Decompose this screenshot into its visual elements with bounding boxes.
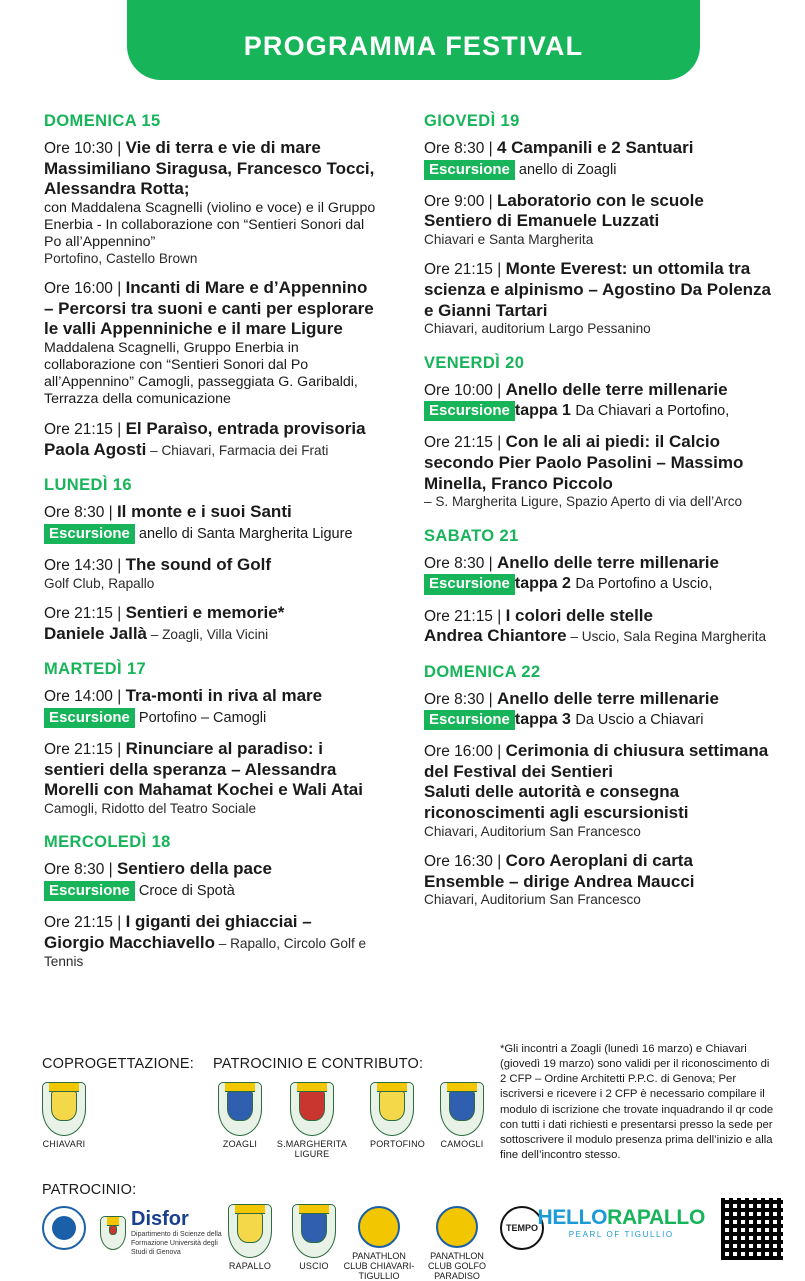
event-headline: [44, 502, 376, 523]
hello-a: HELLO: [537, 1206, 608, 1229]
program-columns: [0, 112, 805, 983]
event-subtitle: Saluti delle autorità e consegna riconoscimenti agli escursionisti: [424, 782, 689, 823]
event-title: Anello delle terre millenarie: [496, 688, 719, 708]
page-title: PROGRAMMA FESTIVAL: [243, 31, 584, 61]
event-separator: |: [112, 421, 126, 439]
logo-caption: RAPALLO: [228, 1261, 272, 1271]
event-badge-row: [424, 401, 774, 421]
program-event: [44, 138, 376, 267]
event-venue: Camogli, Ridotto del Teatro Sociale: [44, 800, 257, 816]
day-heading: VENERDÌ 20: [424, 353, 525, 372]
header-banner: [127, 0, 700, 80]
logo-parco-portofino: [42, 1206, 86, 1250]
event-time: Ore 8:30: [44, 504, 105, 522]
program-event: [44, 278, 376, 408]
event-detail: con Maddalena Scagnelli (violino e voce) e il Gruppo Enerbia - In collaborazione con “Sentieri Sonori dal Po all’Appennino”: [44, 199, 376, 250]
program-event: [44, 912, 376, 972]
day-heading: MARTEDÌ 17: [44, 660, 147, 679]
day-heading: DOMENICA 22: [424, 662, 541, 681]
event-separator: |: [492, 743, 506, 761]
event-separator: |: [104, 861, 117, 879]
event-time: Ore 8:30: [44, 861, 105, 879]
event-time: Ore 8:30: [424, 554, 485, 572]
event-separator: |: [484, 140, 497, 157]
event-headline: [424, 138, 774, 159]
event-title: Anello delle terre millenarie: [505, 379, 728, 399]
logo-uscio: [292, 1204, 336, 1271]
program-event: [44, 686, 376, 728]
logo-caption: USCIO: [299, 1261, 329, 1271]
day-heading: SABATO 21: [424, 526, 519, 545]
event-separator: |: [112, 605, 126, 623]
event-separator: |: [112, 280, 126, 298]
event-headline: [44, 859, 376, 880]
day-heading: LUNEDÌ 16: [44, 476, 132, 495]
event-venue: Chiavari e Santa Margherita: [424, 231, 594, 247]
event-time: Ore 10:30: [44, 140, 113, 157]
event-time: Ore 21:15: [44, 605, 113, 623]
event-separator: |: [492, 381, 506, 399]
event-time: Ore 14:00: [44, 688, 113, 706]
event-separator: |: [484, 192, 497, 210]
event-headline: [424, 553, 774, 574]
program-column-left: [0, 112, 402, 983]
event-headline: [424, 689, 774, 710]
event-time: Ore 21:15: [44, 914, 113, 931]
disfor-title: Disfor: [131, 1208, 189, 1230]
logo-santa-margherita: [276, 1082, 357, 1159]
day-heading: DOMENICA 15: [44, 112, 161, 130]
event-title: Monte Everest: un ottomila tra scienza e alpinismo – Agostino Da Polenza e Gianni Tartari: [424, 259, 772, 320]
event-badge-row: [44, 708, 376, 728]
event-time: Ore 21:15: [424, 607, 493, 625]
program-event: [44, 859, 376, 901]
event-venue-inline: – Chiavari, Farmacia dei Frati: [146, 442, 329, 458]
event-title: Cerimonia di chiusura settimana del Festival dei Sentieri: [424, 741, 769, 781]
coprogettazione-label: COPROGETTAZIONE:: [42, 1056, 194, 1072]
tempo-label: TEMPO: [500, 1206, 544, 1250]
event-venue-inline: – Uscio, Sala Regina Margherita: [566, 629, 767, 645]
event-headline: [44, 138, 376, 200]
event-title: The sound of Golf: [125, 554, 271, 574]
event-subtitle: Andrea Chiantore: [424, 626, 567, 646]
event-separator: |: [112, 914, 126, 931]
day-heading: MERCOLEDÌ 18: [44, 833, 171, 852]
event-badge-note: Da Chiavari a Portofino,: [575, 403, 730, 420]
program-event: [424, 606, 774, 647]
event-title: Anello delle terre millenarie: [496, 552, 719, 572]
patrocinio-label: PATROCINIO:: [42, 1182, 137, 1198]
event-badge-note: anello di Zoagli: [514, 161, 617, 178]
logo-caption: PORTOFINO: [370, 1139, 425, 1149]
event-separator: |: [112, 556, 126, 574]
event-badge-note-bold: tappa 1: [514, 402, 571, 420]
event-title: Con le ali ai piedi: il Calcio secondo Pier Paolo Pasolini – Massimo Minella, Franco Piccolo: [424, 432, 744, 493]
escursione-badge: Escursione: [424, 160, 515, 180]
event-separator: |: [112, 688, 126, 706]
event-badge-note: anello di Santa Margherita Ligure: [134, 525, 353, 542]
event-headline: [44, 739, 376, 801]
footer: [0, 1030, 805, 1280]
program-event: [44, 555, 376, 592]
event-separator: |: [492, 434, 506, 452]
event-time: Ore 21:15: [424, 434, 493, 452]
logo-caption: CAMOGLI: [440, 1139, 484, 1149]
patrocinio-contributo-label: PATROCINIO E CONTRIBUTO:: [213, 1056, 424, 1072]
event-separator: |: [484, 690, 497, 708]
logo-panathlon-chiavari: [343, 1206, 416, 1281]
event-separator: |: [112, 140, 126, 157]
event-time: Ore 21:15: [424, 261, 493, 279]
disfor-subtitle: Dipartimento di Scienze della Formazione Università degli Studi di Genova: [131, 1231, 222, 1256]
event-separator: |: [492, 853, 506, 871]
event-headline: [44, 419, 376, 460]
event-venue: Chiavari, Auditorium San Francesco: [424, 892, 641, 908]
event-badge-note-bold: tappa 3: [514, 711, 571, 729]
program-event: [424, 553, 774, 595]
event-venue: Golf Club, Rapallo: [44, 575, 155, 591]
program-event: [424, 259, 774, 337]
event-venue: Portofino, Castello Brown: [44, 250, 198, 266]
event-title: Tra-monti in riva al mare: [125, 686, 323, 706]
event-headline: [424, 259, 774, 321]
hello-sub: PEARL OF TIGULLIO: [568, 1230, 674, 1239]
event-headline: [44, 912, 376, 972]
event-badge-row: [44, 881, 376, 901]
event-time: Ore 10:00: [424, 381, 493, 399]
program-event: [44, 603, 376, 644]
event-venue: Chiavari, Auditorium San Francesco: [424, 823, 641, 839]
event-headline: [424, 380, 774, 401]
event-title: El Paraìso, entrada provisoria: [125, 419, 366, 439]
qr-code[interactable]: [721, 1198, 783, 1260]
event-subtitle: Paola Agosti: [44, 439, 147, 459]
event-title: Sentiero della pace: [116, 859, 272, 879]
event-title: Sentieri e memorie*: [125, 603, 285, 623]
logo-caption: PANATHLON CLUB CHIAVARI-TIGULLIO: [343, 1251, 415, 1281]
event-title: 4 Campanili e 2 Santuari: [496, 138, 694, 157]
event-title: Coro Aeroplani di carta Ensemble – dirige Andrea Maucci: [424, 851, 695, 891]
event-title: Incanti di Mare e d’Appennino – Percorsi tra suoni e canti per esplorare le valli Appenniniche e il mare Ligure: [44, 278, 374, 339]
program-event: [424, 138, 774, 180]
logo-caption: S.MARGHERITA LIGURE: [276, 1139, 348, 1159]
event-headline: [424, 851, 774, 892]
event-subtitle: Daniele Jallà: [44, 623, 148, 643]
event-badge-row: [424, 160, 774, 180]
program-event: [424, 380, 774, 422]
logo-zoagli: [218, 1082, 262, 1149]
escursione-badge: Escursione: [44, 524, 135, 544]
event-subtitle: Massimiliano Siragusa, Francesco Tocci, Alessandra Rotta;: [44, 158, 375, 199]
logo-panathlon-golfo: [427, 1206, 494, 1281]
program-event: [44, 419, 376, 460]
event-headline: [424, 606, 774, 647]
program-column-right: [402, 112, 804, 983]
escursione-badge: Escursione: [424, 401, 515, 421]
program-event: [44, 502, 376, 544]
footer-note: *Gli incontri a Zoagli (lunedì 16 marzo) e Chiavari (giovedì 19 marzo) sono validi per il riconoscimento di 2 CFP – Ordine Architetti P.P.C. di Genova; Per iscriversi e ricevere i 2 CFP è necessario compilare il modulo di iscrizione che trovate inquadrando il qr code con tutti i dati richiesti e presentarsi presso la sede per sottoscrivere il modulo presenza prima dell’inizio e alla fine dell’incontro stesso.: [500, 1043, 774, 1161]
program-event: [424, 689, 774, 731]
logo-portofino: [370, 1082, 425, 1149]
logo-rapallo: [228, 1204, 272, 1271]
program-event: [44, 739, 376, 817]
event-title: Rinunciare al paradiso: i sentieri della speranza – Alessandra Morelli con Mahamat Kochei e Wali Atai: [44, 738, 363, 800]
logo-caption: CHIAVARI: [42, 1139, 86, 1149]
event-badge-row: [424, 574, 774, 594]
event-time: Ore 16:30: [424, 853, 493, 871]
program-event: [424, 191, 774, 249]
event-venue-inline: – Rapallo, Circolo Golf e Tennis: [44, 935, 367, 970]
event-title: Il monte e i suoi Santi: [116, 502, 292, 522]
event-time: Ore 8:30: [424, 140, 485, 157]
event-separator: |: [112, 740, 126, 758]
event-separator: |: [492, 607, 506, 625]
event-title: Vie di terra e vie di mare: [125, 138, 321, 157]
event-headline: [44, 686, 376, 707]
event-separator: |: [104, 504, 117, 522]
event-venue: Chiavari, auditorium Largo Pessanino: [424, 321, 651, 337]
event-title: Laboratorio con le scuole Sentiero di Emanuele Luzzati: [424, 190, 704, 231]
event-title: I giganti dei ghiacciai – Giorgio Macchiavello: [44, 912, 312, 952]
logo-caption: ZOAGLI: [222, 1139, 258, 1149]
event-badge-note: Da Portofino a Uscio,: [575, 576, 713, 593]
event-headline: [44, 278, 376, 340]
day-heading: GIOVEDÌ 19: [424, 112, 520, 130]
program-event: [424, 851, 774, 909]
escursione-badge: Escursione: [44, 708, 135, 728]
event-badge-note: Da Uscio a Chiavari: [575, 712, 704, 729]
escursione-badge: Escursione: [44, 881, 135, 901]
event-headline: [44, 555, 376, 576]
event-separator: |: [484, 554, 497, 572]
event-badge-row: [424, 710, 774, 730]
event-headline: [424, 741, 774, 823]
event-time: Ore 8:30: [424, 690, 485, 708]
event-time: Ore 21:15: [44, 421, 113, 439]
event-time: Ore 9:00: [424, 192, 485, 210]
event-title: I colori delle stelle: [505, 605, 653, 625]
event-detail: Maddalena Scagnelli, Gruppo Enerbia in collaborazione con “Sentieri Sonori dal Po all’Appennino” Camogli, passeggiata G. Garibaldi, Terrazza della comunicazione: [44, 339, 358, 408]
logo-hello-rapallo: [537, 1206, 705, 1239]
event-time: Ore 16:00: [44, 280, 113, 298]
program-event: [424, 741, 774, 840]
logo-caption: PANATHLON CLUB GOLFO PARADISO: [427, 1251, 486, 1281]
event-badge-note: Portofino – Camogli: [134, 709, 267, 726]
event-time: Ore 16:00: [424, 743, 493, 761]
event-venue-inline: – Zoagli, Villa Vicini: [147, 626, 269, 642]
event-badge-row: [44, 524, 376, 544]
escursione-badge: Escursione: [424, 574, 515, 594]
event-separator: |: [492, 261, 506, 279]
event-headline: [424, 191, 774, 232]
event-headline: [44, 603, 376, 644]
program-event: [424, 432, 774, 510]
logo-disfor: [100, 1208, 227, 1257]
logo-chiavari: [42, 1082, 86, 1149]
logo-camogli: [440, 1082, 484, 1149]
event-badge-note: Croce di Spotà: [134, 882, 235, 899]
escursione-badge: Escursione: [424, 710, 515, 730]
event-time: Ore 21:15: [44, 740, 113, 758]
event-time: Ore 14:30: [44, 556, 113, 574]
event-headline: [424, 432, 774, 494]
event-venue: – S. Margherita Ligure, Spazio Aperto di via dell’Arco: [424, 494, 743, 510]
hello-b: RAPALLO: [607, 1206, 705, 1229]
event-badge-note-bold: tappa 2: [514, 575, 571, 593]
